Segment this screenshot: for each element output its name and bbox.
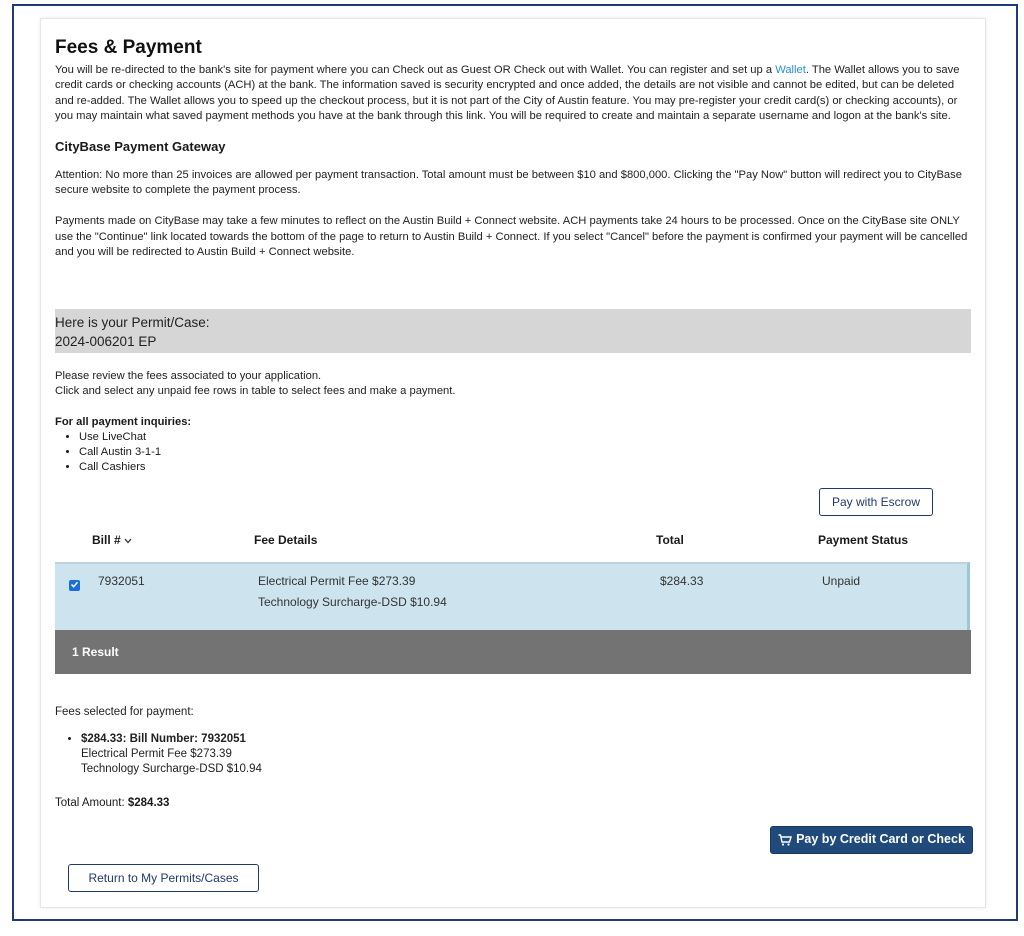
row-bill-number: 7932051	[98, 574, 145, 588]
wallet-link[interactable]: Wallet	[775, 64, 806, 76]
selected-fee-technology: Technology Surcharge-DSD $10.94	[81, 763, 262, 775]
bill-column-header[interactable]	[92, 533, 132, 547]
payments-note: Payments made on CityBase may take a few minutes to reflect on the Austin Build + Connect website. ACH payments take 24 hours to be processed. Once on the CityBase site ONLY use the "Continue" link located towards the bottom of the page to return to Austin Build + Connect. If you select "Cancel" before the payment is confirmed your payment will be cancelled and you will be redirected to Austin Build + Connect website.	[55, 215, 968, 259]
fees-selected-list	[55, 732, 262, 777]
row-payment-status: Unpaid	[822, 574, 861, 588]
inquiries-list	[55, 430, 191, 475]
payment-inquiries	[55, 415, 191, 475]
selected-fee-item: • $284.33: Bill Number: 7932051 Electrical Permit Fee $273.39 Technology Surcharge-DSD $10.94	[81, 732, 262, 777]
selected-fee-amount: $284.33	[81, 733, 123, 745]
page-title: Fees & Payment	[55, 37, 202, 58]
row-fee-electrical: Electrical Permit Fee $273.39	[258, 574, 416, 588]
checkmark-icon	[70, 580, 79, 589]
selected-fee-bill-number: Bill Number: 7932051	[129, 733, 246, 745]
row-total: $284.33	[660, 574, 704, 588]
fees-payment-card	[40, 18, 986, 908]
row-fee-technology: Technology Surcharge-DSD $10.94	[258, 595, 447, 609]
inquiry-item-cashiers: • Call Cashiers	[79, 460, 191, 475]
shopping-cart-icon	[778, 834, 792, 846]
fee-details-column-header: Fee Details	[254, 533, 318, 547]
total-amount	[55, 797, 169, 809]
review-line-1: Please review the fees associated to your application.	[55, 370, 322, 382]
outer-frame	[12, 4, 1018, 921]
pay-with-escrow-button[interactable]: Pay with Escrow	[819, 488, 933, 516]
permit-box	[55, 309, 971, 353]
results-count: 1 Result	[72, 645, 119, 659]
payment-status-column-header: Payment Status	[818, 533, 909, 547]
pay-button-label: Pay by Credit Card or Check	[796, 832, 965, 846]
fees-selected-heading: Fees selected for payment:	[55, 706, 194, 718]
results-bar	[55, 630, 971, 674]
total-column-header: Total	[656, 533, 684, 547]
intro-text-end: . The Wallet allows you to save credit cards or checking accounts (ACH) at the bank. The information saved is security encrypted and once added, the details are not visible and cannot be edited, but can be deleted and re-added. The Wallet allows you to speed up the checkout process, but it is not part of the City of Austin feature. You may pre-register your credit card(s) or checking accounts), or you may maintain what saved payment methods you have at the bank through this link. You will be required to create and maintain a separate username and logon at the bank's site.	[55, 64, 960, 123]
selected-fee-electrical: Electrical Permit Fee $273.39	[81, 748, 232, 760]
fees-table-header	[55, 529, 971, 555]
row-checkbox[interactable]	[69, 580, 80, 591]
table-row[interactable]	[55, 562, 970, 630]
inquiries-heading: For all payment inquiries:	[55, 416, 192, 428]
review-text	[55, 369, 456, 399]
fees-selected-section	[55, 705, 262, 777]
inquiry-item-311: • Call Austin 3-1-1	[79, 445, 191, 460]
permit-number: 2024-006201 EP	[55, 334, 157, 349]
inquiry-item-livechat: • Use LiveChat	[79, 430, 191, 445]
row-fee-details	[258, 571, 447, 613]
total-amount-label: Total Amount:	[55, 797, 128, 809]
intro-text-start: You will be re-directed to the bank's site for payment where you can Check out as Guest OR Check out with Wallet. You can register and set up a	[55, 64, 776, 76]
chevron-down-icon	[124, 538, 132, 544]
bill-column-label: Bill #	[92, 533, 121, 547]
total-amount-value: $284.33	[127, 797, 170, 809]
attention-text: Attention: No more than 25 invoices are allowed per payment transaction. Total amount must be between $10 and $800,000. Clicking the "Pay Now" button will redirect you to CityBase secure website to complete the payment process.	[55, 168, 962, 197]
permit-label: Here is your Permit/Case:	[55, 315, 210, 330]
card-content	[55, 37, 971, 885]
return-to-permits-button[interactable]: Return to My Permits/Cases	[68, 864, 259, 892]
gateway-heading: CityBase Payment Gateway	[55, 138, 226, 154]
review-line-2: Click and select any unpaid fee rows in table to select fees and make a payment.	[55, 385, 456, 397]
intro-text	[55, 63, 971, 125]
pay-by-credit-card-button[interactable]	[770, 826, 973, 854]
